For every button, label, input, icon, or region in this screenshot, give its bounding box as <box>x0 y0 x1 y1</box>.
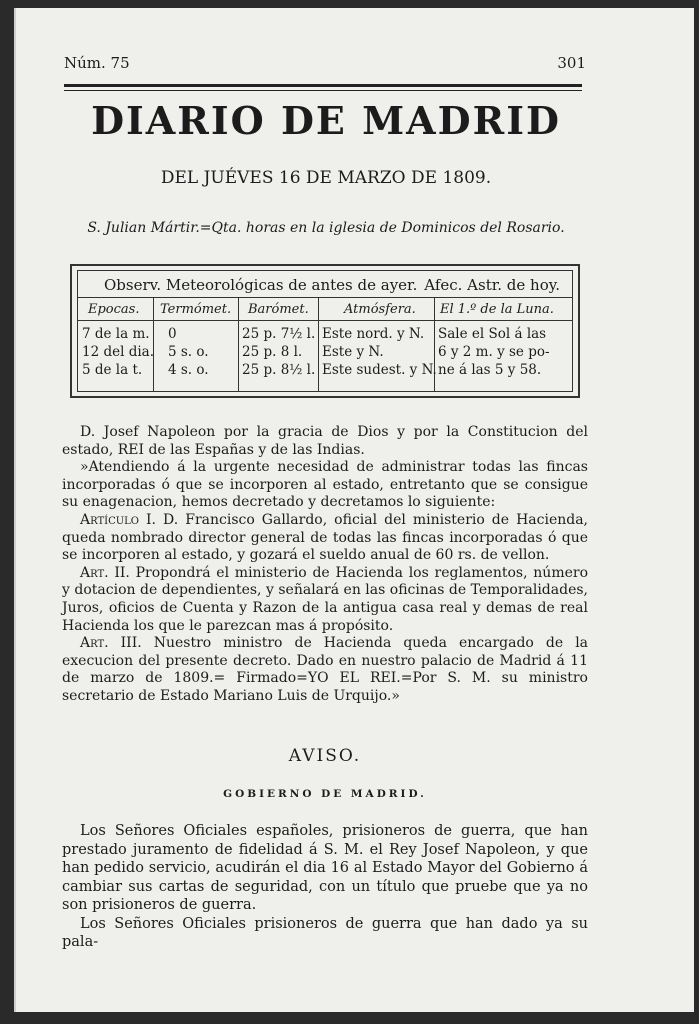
article-label: Art. III. <box>80 635 142 652</box>
table-row: 5 de la t. 4 s. o. 25 p. 8½ l. Este sudest. y N. ne á las 5 y 58. <box>82 362 542 378</box>
notice-paragraph: Los Señores Oficiales prisioneros de guerra que han dado ya su pala- <box>62 915 588 950</box>
issue-date: DEL JUÉVES 16 DE MARZO DE 1809. <box>160 168 492 188</box>
decree-article-3: Art. III. Nuestro ministro de Hacienda queda encargado de la execucion del presente decreto. Dado en nuestro palacio de Madrid á 11 de marzo de 1809.= Firmado=YO EL REI.=Por S. M. su ministro secretario de Estado Mariano Luis de Urquijo.» <box>62 635 589 704</box>
newspaper-page <box>14 8 694 1012</box>
masthead-title: DIARIO DE MADRID <box>91 98 561 143</box>
decree-article-1: Artículo I. D. Francisco Gallardo, oficial del ministerio de Hacienda, queda nombrado director general de todas las fincas incorporadas ó que se incorporen al estado, y gozará el sueldo anual de 60 rs. de vellon. <box>62 511 589 564</box>
article-label: Artículo I. <box>80 511 157 528</box>
decree-article-2: Art. II. Propondrá el ministerio de Hacienda los reglamentos, número y dotacion de dependientes, y señalará en las oficinas de Temporalidades, Juros, oficios de Cuenta y Razon de la antigua casa real y demas de real Hacienda los que le parezcan mas á propósito. <box>62 564 589 634</box>
col-luna: El 1.º de la Luna. <box>440 302 554 317</box>
royal-decree <box>62 424 588 706</box>
notice-subheading: GOBIERNO DE MADRID. <box>223 788 427 800</box>
astro-title: Afec. Astr. de hoy. <box>424 276 560 294</box>
notice-paragraph: Los Señores Oficiales españoles, prisioneros de guerra, que han prestado juramento de fidelidad á S. M. el Rey Josef Napoleon, y que han pedido servicio, acudirán el dia 16 al Estado Mayor del Gobierno á cambiar sus cartas de seguridad, con un título que pruebe que ya no son prisioneros de guerra. <box>62 823 588 913</box>
col-termometro: Termómet. <box>160 302 232 317</box>
notice-heading: AVISO. <box>288 746 362 766</box>
col-atmosfera: Atmósfera. <box>344 302 416 317</box>
page-number: 301 <box>557 54 586 72</box>
col-barometro: Barómet. <box>248 302 309 317</box>
saint-of-day: S. Julian Mártir.=Qta. horas en la iglesia de Dominicos del Rosario. <box>87 220 565 236</box>
table-row: 7 de la m. 0 25 p. 7½ l. Este nord. y N. Sale el Sol á las <box>82 326 547 342</box>
meteorological-table <box>70 264 580 398</box>
table-row: 12 del dia. 5 s. o. 25 p. 8 l. Este y N. 6 y 2 m. y se po- <box>82 344 550 360</box>
meteo-title-row <box>78 271 572 298</box>
header-rule-thin <box>64 90 582 91</box>
meteo-title: Observ. Meteorológicas de antes de ayer. <box>104 276 418 294</box>
notice-body <box>62 822 588 952</box>
col-epocas: Epocas. <box>88 302 140 317</box>
article-label: Art. II. <box>80 564 130 581</box>
header-rule-thick <box>64 84 582 87</box>
decree-preamble: D. Josef Napoleon por la gracia de Dios y por la Constitucion del estado, REI de las Españas y de las Indias. <box>62 424 588 458</box>
decree-intro: »Atendiendo á la urgente necesidad de administrar todas las fincas incorporadas ó que se incorporen al estado, entretanto que se consigue su enagenacion, hemos decretado y decretamos lo siguiente: <box>62 459 588 511</box>
issue-number: Núm. 75 <box>64 54 130 72</box>
